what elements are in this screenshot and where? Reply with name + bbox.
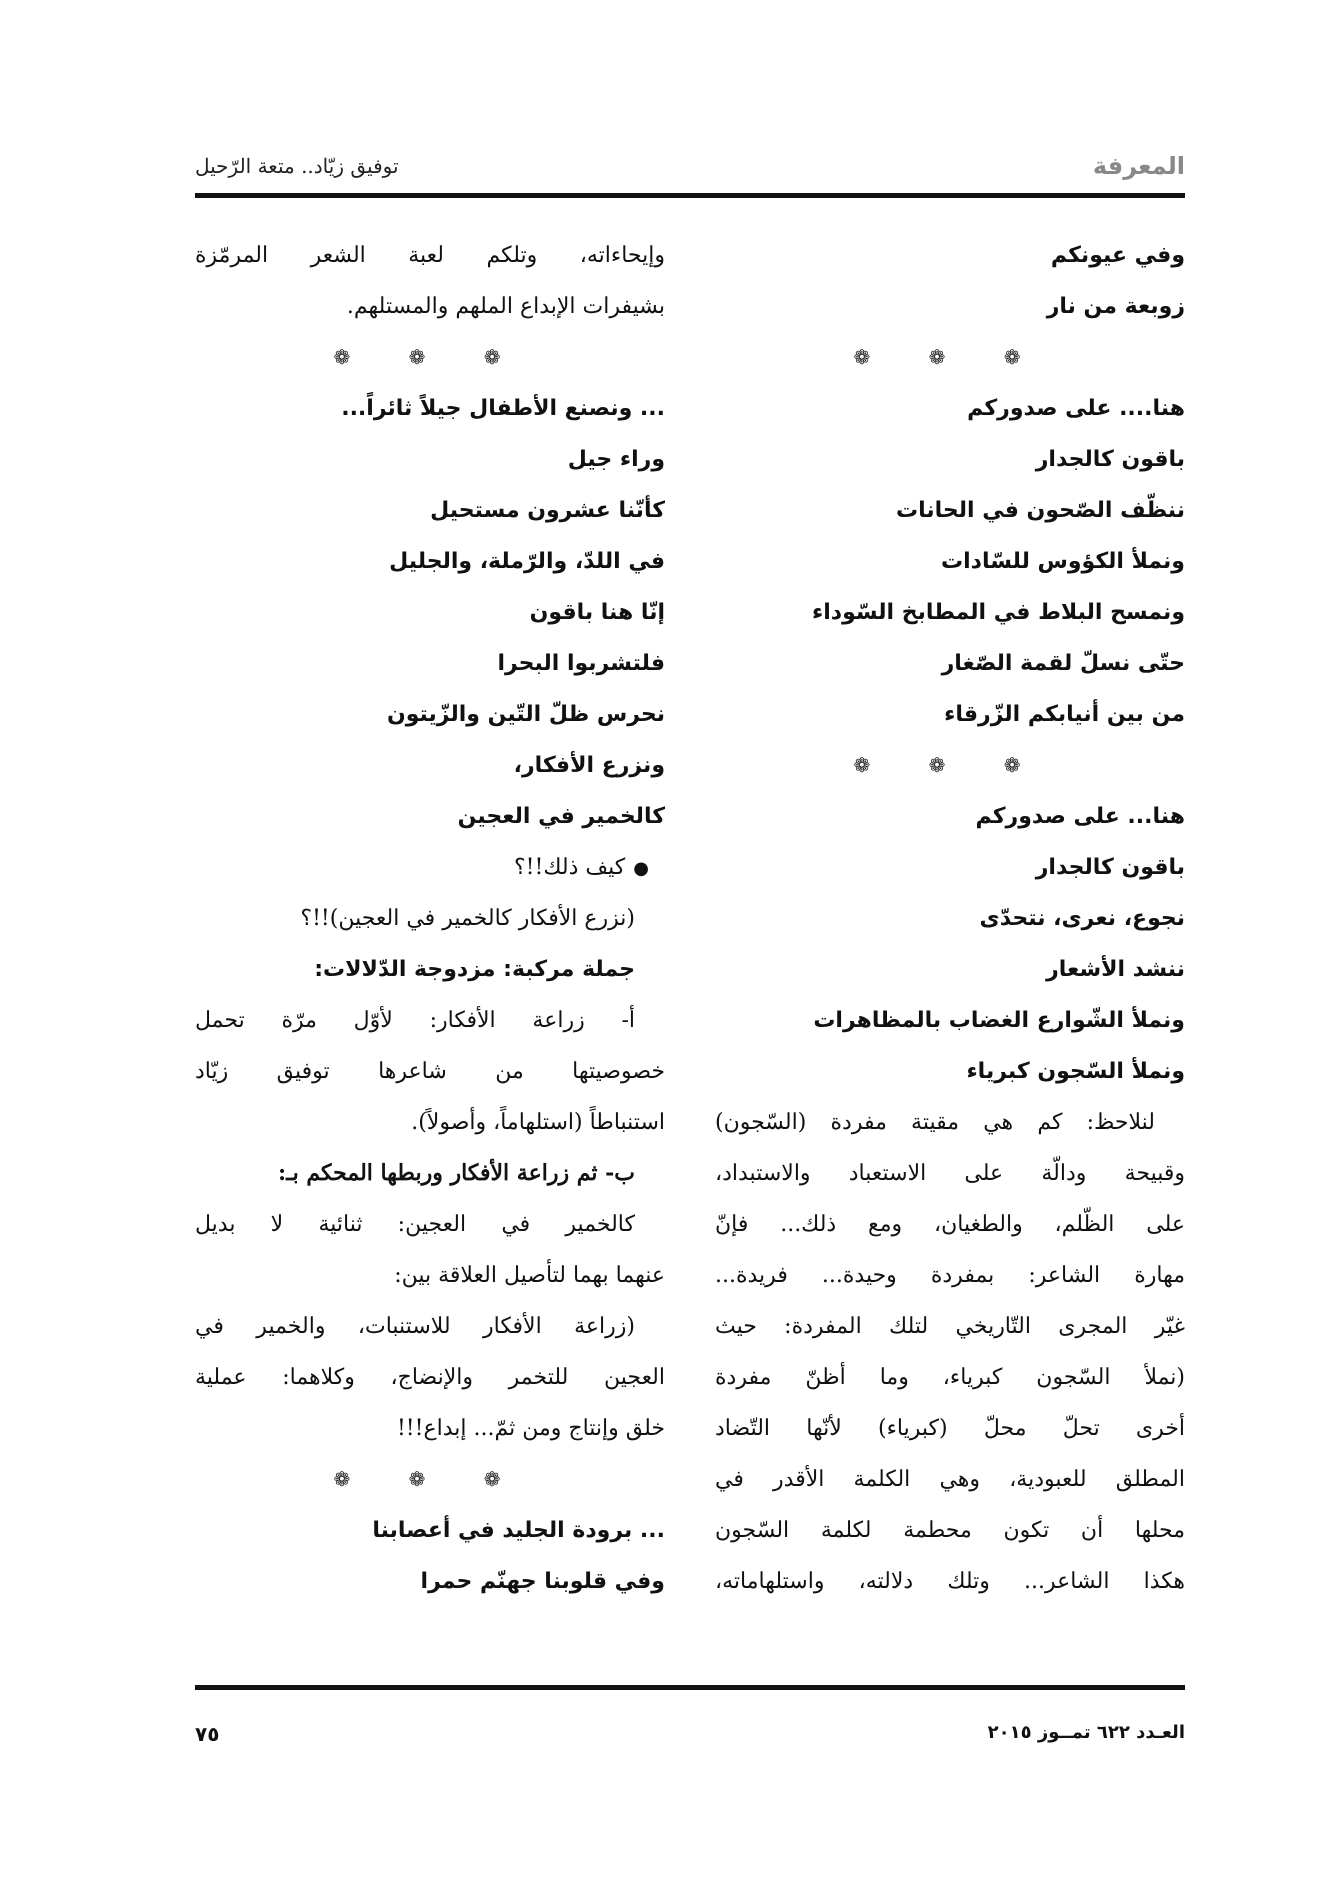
poem-line: ونزرع الأفكار،: [513, 753, 665, 778]
prose-line: محلها أن تكون محطمة لكلمة السّجون: [715, 1518, 1185, 1543]
poem-line: كأنّنا عشرون مستحيل: [430, 498, 665, 523]
poem-line: ونملأ السّجون كبرياء: [966, 1059, 1185, 1084]
poem-line: ... برودة الجليد في أعصابنا: [372, 1518, 665, 1543]
poem-line: نحرس ظلّ التّين والزّيتون: [386, 702, 665, 727]
prose-line: وإيحاءاته، وتلكم لعبة الشعر المرمّزة: [195, 243, 665, 268]
heading-line: جملة مركبة: مزدوجة الدّلالات:: [314, 957, 635, 982]
poem-line: ننشد الأشعار: [1046, 957, 1185, 982]
prose-line: لنلاحظ: كم هي مقيتة مفردة (السّجون): [715, 1110, 1155, 1135]
poem-line: ونملأ الكؤوس للسّادات: [941, 549, 1185, 574]
poem-line: في اللدّ، والرّملة، والجليل: [389, 549, 665, 574]
poem-line: ننظّف الصّحون في الحانات: [896, 498, 1185, 523]
section-divider-flowers: ❁ ❁ ❁: [853, 345, 1047, 369]
bullet-text: كيف ذلك!!؟: [514, 855, 626, 880]
poem-line: زوبعة من نار: [1046, 294, 1185, 319]
issue-info: العـدد ٦٢٢ تمــوز ٢٠١٥: [987, 1722, 1185, 1743]
bullet-item: [195, 842, 665, 893]
bullet-dot-icon: ●: [633, 858, 649, 879]
running-title: توفيق زيّاد.. متعة الرّحيل: [195, 154, 399, 178]
prose-line: المطلق للعبودية، وهي الكلمة الأقدر في: [715, 1467, 1185, 1492]
prose-line: (نملأ السّجون كبرياء، وما أظنّ مفردة: [715, 1365, 1185, 1390]
prose-line: أ- زراعة الأفكار: لأوّل مرّة تحمل: [195, 1008, 635, 1033]
poem-line: ونمسح البلاط في المطابخ السّوداء: [812, 600, 1185, 625]
right-column: [715, 230, 1185, 1607]
prose-line: أخرى تحلّ محلّ (كبرياء) لأنّها التّضاد: [715, 1416, 1185, 1441]
page-header: [195, 150, 1185, 186]
poem-line: فلتشربوا البحرا: [497, 651, 665, 676]
prose-line: على الظّلم، والطغيان، ومع ذلك... فإنّ: [715, 1212, 1185, 1237]
poem-line: حتّى نسلّ لقمة الصّغار: [941, 651, 1185, 676]
page-footer: [195, 1722, 1185, 1752]
prose-line: خلق وإنتاج ومن ثمّ... إبداع!!!: [396, 1416, 665, 1441]
prose-line: استنباطاً (استلهاماً، وأصولاً).: [411, 1110, 665, 1135]
magazine-logo: المعرفة: [1092, 152, 1185, 180]
poem-line: ... ونصنع الأطفال جيلاً ثائراً...: [341, 396, 665, 421]
section-divider-flowers: ❁ ❁ ❁: [333, 1467, 527, 1491]
prose-line: بشيفرات الإبداع الملهم والمستلهم.: [346, 294, 665, 319]
poem-line: وفي عيونكم: [1050, 243, 1185, 268]
prose-line: عنهما بهما لتأصيل العلاقة بين:: [394, 1263, 665, 1288]
prose-line: (زراعة الأفكار للاستنبات، والخمير في: [195, 1314, 635, 1339]
footer-rule: [195, 1685, 1185, 1690]
lead-bold-text: ب- ثم زراعة الأفكار وربطها المحكم بـ:: [278, 1160, 635, 1186]
poem-line: وفي قلوبنا جهنّم حمرا: [420, 1569, 665, 1594]
poem-line: ونملأ الشّوارع الغضاب بالمظاهرات: [813, 1008, 1185, 1033]
poem-line: باقون كالجدار: [1035, 447, 1185, 472]
section-divider-flowers: ❁ ❁ ❁: [853, 753, 1047, 777]
prose-line: [195, 1148, 665, 1199]
poem-line: من بين أنيابكم الزّرقاء: [944, 702, 1185, 727]
poem-line: نجوع، نعرى، نتحدّى: [979, 906, 1185, 931]
poem-line: وراء جيل: [567, 447, 665, 472]
prose-line: هكذا الشاعر... وتلك دلالته، واستلهاماته،: [715, 1569, 1185, 1594]
prose-line: العجين للتخمر والإنضاج، وكلاهما: عملية: [195, 1365, 665, 1390]
poem-line: باقون كالجدار: [1035, 855, 1185, 880]
poem-line: كالخمير في العجين: [457, 804, 665, 829]
poem-line: إنّا هنا باقون: [529, 600, 665, 625]
header-rule: [195, 193, 1185, 198]
section-divider-flowers: ❁ ❁ ❁: [333, 345, 527, 369]
page-number: ٧٥: [195, 1722, 220, 1746]
prose-line: وقبيحة ودالّة على الاستعباد والاستبداد،: [715, 1161, 1185, 1186]
prose-line: خصوصيتها من شاعرها توفيق زيّاد: [195, 1059, 665, 1084]
prose-line: (نزرع الأفكار كالخمير في العجين)!!؟: [300, 906, 635, 931]
poem-line: هنا.... على صدوركم: [967, 396, 1185, 421]
poem-line: هنا... على صدوركم: [975, 804, 1185, 829]
prose-line: غيّر المجرى التّاريخي لتلك المفردة: حيث: [715, 1314, 1185, 1339]
prose-line: كالخمير في العجين: ثنائية لا بديل: [195, 1212, 635, 1237]
prose-line: مهارة الشاعر: بمفردة وحيدة... فريدة...: [715, 1263, 1185, 1288]
left-column: [195, 230, 665, 1607]
